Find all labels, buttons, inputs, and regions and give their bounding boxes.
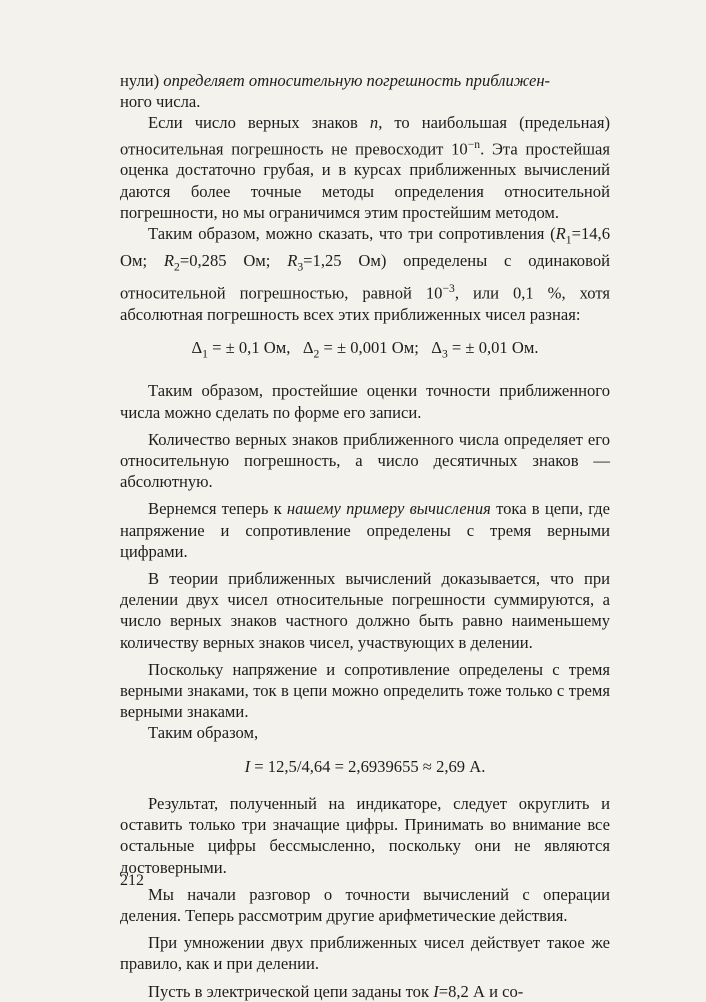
paragraph-continuation (120, 70, 610, 112)
text-run: ного числа. (120, 92, 201, 112)
paragraph-theory: В теории приближенных вычислений доказывается, что при делении двух чисел относительные погрешности суммируются, а число верных знаков частного должно быть равно наименьшему количеству верных знаков чисел, участвующих в делении. (120, 569, 610, 652)
delta-symbol: Δ (431, 337, 442, 357)
text-run: Вернемся теперь к (148, 499, 287, 519)
text-run: =14,6 Ом; (120, 223, 610, 271)
subscript: 2 (313, 347, 320, 361)
formula-current (120, 756, 610, 777)
formula-absolute-errors (120, 337, 610, 365)
emphasis-text: нашему примеру вычисления (286, 499, 491, 519)
variable-n: n (369, 113, 379, 133)
delta-symbol: Δ (191, 337, 203, 357)
variable-i: I (244, 756, 251, 776)
exponent: −n (467, 137, 481, 151)
text-run: Пусть в электрической цепи заданы ток (148, 981, 434, 1001)
text-run: =1,25 Ом) определены с одинаковой относительной погрешностью, равной 10 (120, 251, 610, 303)
paragraph-digits-count: Количество верных знаков приближенного числа определяет его относительную погрешность, а число десятичных знаков — абсолютную. (120, 429, 610, 492)
paragraph-return-example (120, 498, 610, 562)
subscript: 1 (202, 347, 208, 361)
text-run: Таким образом, можно сказать, что три сопротивления ( (148, 223, 556, 243)
paragraph-division: Мы начали разговор о точности вычислений с операции деления. Теперь рассмотрим другие арифметические действия. (120, 884, 610, 925)
paragraph-example-current (120, 981, 610, 1002)
page-number: 212 (120, 872, 144, 889)
paragraph-estimates: Таким образом, простейшие оценки точности приближенного числа можно сделать по форме его записи. (120, 381, 610, 422)
subscript: 3 (297, 260, 304, 274)
delta-symbol: Δ (302, 337, 314, 357)
text-run: Если число верных знаков (148, 113, 370, 133)
exponent: −3 (442, 281, 455, 295)
text-run: . Эта простейшая оценка достаточно грубая, и в курсах приближенных вычислений даются более точные методы определения относительной погрешности, но мы ограничимся этим простейшим методом. (120, 139, 610, 222)
paragraph-result: Результат, полученный на индикаторе, следует округлить и оставить только три значащие цифры. Принимать во внимание все остальные цифры бессмысленно, поскольку они не являются достоверными. (120, 793, 610, 877)
text-run: =8,2 А и со- (438, 981, 524, 1001)
paragraph-voltage: Поскольку напряжение и сопротивление определены с тремя верными знаками, ток в цепи можно определить тоже только с тремя верными знаками. (120, 659, 610, 722)
emphasis-text: определяет относительную погрешность приближен- (163, 71, 551, 90)
paragraph-multiplication: При умножении двух приближенных чисел действует такое же правило, как и при делении. (120, 933, 610, 974)
subscript: 1 (565, 233, 572, 247)
paragraph-thus: Таким образом, (148, 723, 259, 743)
formula-value: = ± 0,01 Ом. (447, 337, 539, 357)
text-run: =0,285 Ом; (179, 251, 288, 271)
text-run: , то наибольшая (предельная) относительная погрешность не превосходит 10 (120, 113, 610, 159)
formula-value: = ± 0,001 Ом; (319, 337, 419, 357)
text-run: тока в цепи, где напряжение и сопротивление определены с тремя верными цифрами. (120, 499, 610, 561)
paragraph-true-digits (120, 112, 610, 223)
variable-r2: R (163, 251, 175, 271)
subscript: 2 (174, 260, 180, 274)
formula-value: = ± 0,1 Ом, (207, 337, 291, 357)
text-run: нули) (120, 71, 164, 90)
text-run: , или 0,1 %, хотя абсолютная погрешность всех этих приближенных чисел разная: (120, 283, 610, 324)
paragraph-resistances (120, 223, 610, 325)
variable-r3: R (287, 251, 298, 271)
variable-i: I (433, 981, 439, 1001)
subscript: 3 (441, 347, 448, 361)
variable-r1: R (555, 223, 566, 243)
formula-value: = 12,5/4,64 = 2,6939655 ≈ 2,69 А. (250, 756, 486, 776)
page-body (120, 70, 610, 1002)
